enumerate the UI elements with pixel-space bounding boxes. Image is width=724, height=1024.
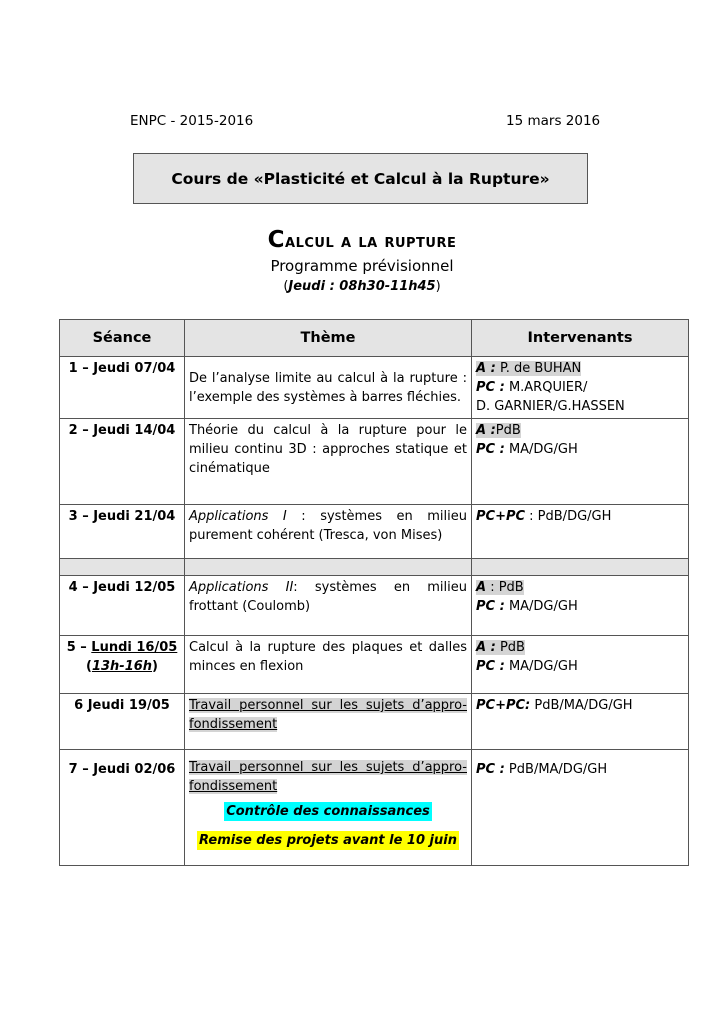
col-header-intervenants: Intervenants: [472, 320, 689, 357]
seance-prefix: 5 –: [66, 640, 92, 655]
theme-cell: [185, 576, 472, 636]
theme-italic: Applications II: [189, 580, 294, 595]
a-label-highlight: [476, 423, 521, 438]
role-a: A :: [476, 361, 496, 376]
theme-cell: [185, 750, 472, 866]
a-value: PdB: [499, 640, 525, 655]
main-title-rest: alcul a la rupture: [285, 231, 457, 252]
main-title-initial: C: [267, 227, 286, 253]
a-label-highlight: [476, 361, 581, 376]
role-a: A :: [476, 640, 496, 655]
gap-cell: [185, 559, 472, 576]
intervenants-cell: [472, 750, 689, 866]
role-pcpc: PC+PC:: [476, 698, 531, 713]
intervenants-cell: [472, 357, 689, 419]
pc-value-2: D. GARNIER/G.HASSEN: [476, 399, 625, 414]
intervenants-cell: [472, 419, 689, 505]
seance-cell: [60, 636, 185, 694]
remise-badge: Remise des projets avant le 10 juin: [199, 833, 457, 848]
controle-badge: Contrôle des connaissances: [226, 804, 430, 819]
seance-hours: 13h-16h: [91, 659, 153, 674]
theme-cell: [185, 505, 472, 559]
course-title-box: [133, 153, 588, 204]
table-row: [60, 750, 689, 866]
table-row: [60, 505, 689, 559]
role-a: A: [476, 580, 487, 595]
gap-cell: [60, 559, 185, 576]
intervenants-cell: [472, 576, 689, 636]
table-header-row: [60, 320, 689, 357]
table-row: [60, 636, 689, 694]
role-pc: PC :: [476, 380, 505, 395]
a-label-highlight: [476, 580, 524, 595]
seance-open: (: [86, 659, 92, 674]
theme-cell: De l’analyse limite au calcul à la rupture : l’exemple des systèmes à barres fléchies.: [185, 357, 472, 419]
role-pc: PC :: [476, 762, 505, 777]
pc-value: M.ARQUIER/: [508, 380, 588, 395]
intervenants-cell: [472, 505, 689, 559]
table-row: [60, 576, 689, 636]
seance-day: Lundi 16/05: [91, 640, 178, 655]
a-value: PdB: [495, 423, 521, 438]
pc-value: PdB/MA/DG/GH: [504, 762, 608, 777]
travail-text: Travail personnel sur les sujets d’appro-fondissement: [189, 698, 467, 732]
intervenants-cell: [472, 636, 689, 694]
a-label-highlight: [476, 640, 525, 655]
schedule-line: [0, 279, 724, 294]
header-school-year: ENPC - 2015-2016: [130, 113, 254, 129]
theme-cell: Calcul à la rupture des plaques et dalles minces en flexion: [185, 636, 472, 694]
seance-cell: 3 – Jeudi 21/04: [60, 505, 185, 559]
schedule-open: (: [283, 279, 289, 294]
a-value: P. de BUHAN: [499, 361, 582, 376]
col-header-seance: Séance: [60, 320, 185, 357]
seance-cell: 1 – Jeudi 07/04: [60, 357, 185, 419]
seance-cell: 4 – Jeudi 12/05: [60, 576, 185, 636]
course-title: Cours de «Plasticité et Calcul à la Rupture»: [171, 169, 550, 188]
main-title: [0, 227, 724, 253]
role-pc: PC :: [476, 442, 505, 457]
pc-value: MA/DG/GH: [508, 442, 578, 457]
table-gap-row: [60, 559, 689, 576]
gap-cell: [472, 559, 689, 576]
col-header-theme: Thème: [185, 320, 472, 357]
pcpc-value: PdB/MA/DG/GH: [530, 698, 633, 713]
schedule-close: ): [435, 279, 441, 294]
seance-close: ): [152, 659, 158, 674]
schedule-text: Jeudi : 08h30-11h45: [288, 279, 436, 294]
theme-cell: [185, 694, 472, 750]
seance-cell: 6 Jeudi 19/05: [60, 694, 185, 750]
travail-text: Travail personnel sur les sujets d’appro-fondissement: [189, 760, 467, 794]
table-row: [60, 419, 689, 505]
subtitle: Programme prévisionnel: [270, 257, 454, 275]
role-pc: PC :: [476, 599, 505, 614]
role-pc: PC :: [476, 659, 505, 674]
theme-cell: Théorie du calcul à la rupture pour le milieu continu 3D : approches statique et cinématique: [185, 419, 472, 505]
theme-rest: : systèmes en milieu frottant (Coulomb): [189, 580, 467, 614]
table-row: [60, 357, 689, 419]
header-date: 15 mars 2016: [506, 113, 601, 129]
theme-rest: : systèmes en milieu purement cohérent (Tresca, von Mises): [189, 509, 467, 543]
program-table: [59, 319, 689, 866]
pcpc-value: : PdB/DG/GH: [525, 509, 612, 524]
seance-cell: 2 – Jeudi 14/04: [60, 419, 185, 505]
role-pcpc: PC+PC: [476, 509, 526, 524]
table-row: [60, 694, 689, 750]
theme-italic: Applications I: [189, 509, 287, 524]
a-value: : PdB: [486, 580, 524, 595]
pc-value: MA/DG/GH: [508, 659, 578, 674]
role-a: A :: [476, 423, 496, 438]
pc-value: MA/DG/GH: [508, 599, 578, 614]
intervenants-cell: [472, 694, 689, 750]
seance-cell: 7 – Jeudi 02/06: [60, 750, 185, 866]
